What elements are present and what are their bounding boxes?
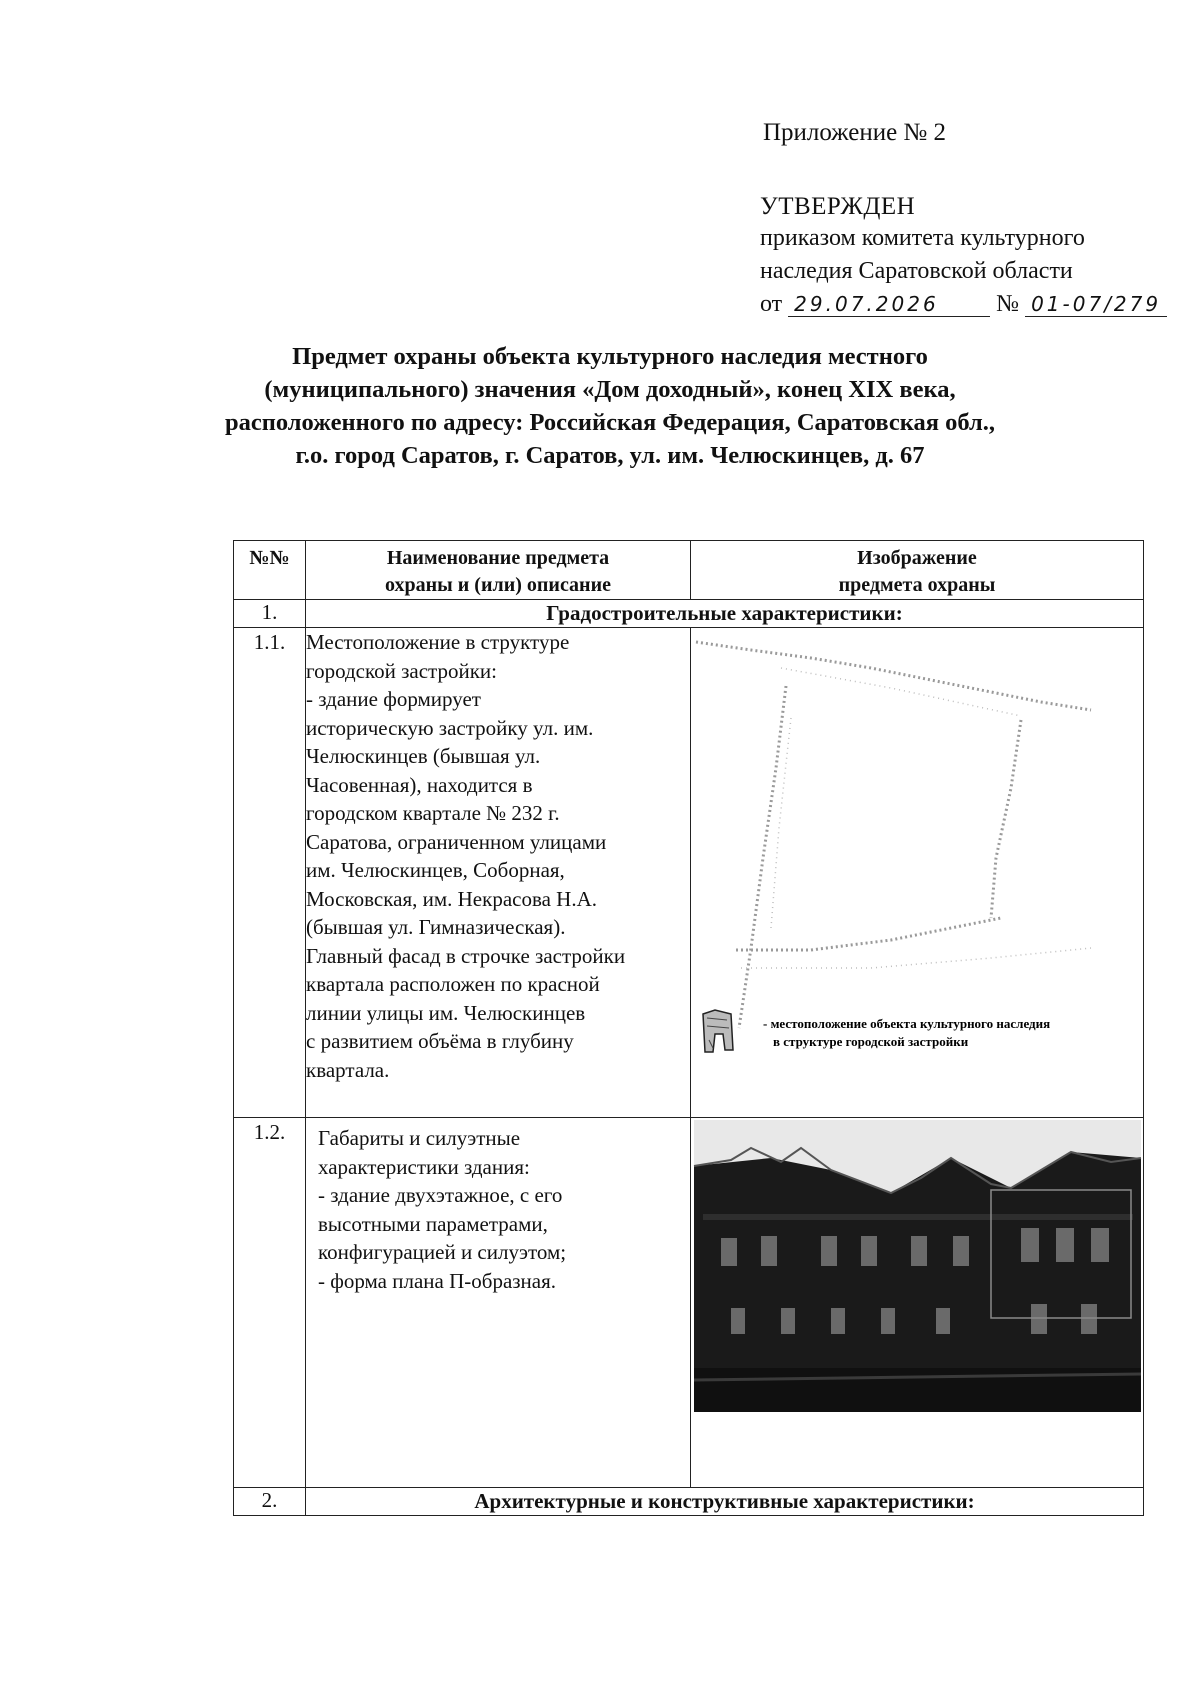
table-row bbox=[234, 628, 1144, 1118]
header-name-line-1: Наименование предмета bbox=[386, 547, 610, 569]
desc-line: Челюскинцев (бывшая ул. bbox=[306, 744, 541, 768]
desc-line: квартала. bbox=[306, 1057, 390, 1082]
section-2-title: Архитектурные и конструктивные характеристики: bbox=[306, 1488, 1144, 1516]
legend-line-1: - местоположение объекта культурного наследия bbox=[763, 1016, 1051, 1031]
approved-stamp-text: УТВЕРЖДЕН bbox=[760, 193, 916, 220]
title-line-3: расположенного по адресу: Российская Федерация, Саратовская обл., bbox=[224, 409, 996, 436]
legend-line-2: в структуре городской застройки bbox=[773, 1034, 969, 1049]
desc-line: линии улицы им. Челюскинцев bbox=[306, 1000, 586, 1025]
title-line-1: Предмет охраны объекта культурного наследия местного bbox=[292, 343, 928, 370]
document-title bbox=[160, 340, 1060, 472]
approval-line-1: приказом комитета культурного bbox=[760, 225, 1085, 251]
section-row-1 bbox=[234, 600, 1144, 628]
desc-line: Часовенная), находится в bbox=[306, 772, 533, 797]
building-marker-icon bbox=[703, 1010, 733, 1052]
date-prefix: от bbox=[760, 291, 783, 317]
handwritten-number: 01-07/279 bbox=[1025, 292, 1167, 317]
header-image-line-1: Изображение bbox=[857, 547, 977, 569]
row-1-2-image bbox=[691, 1118, 1144, 1488]
desc-line: Московская, им. Некрасова Н.А. bbox=[306, 886, 598, 911]
title-line-4: г.о. город Саратов, г. Саратов, ул. им. Челюскинцев, д. 67 bbox=[295, 442, 925, 469]
desc-line: (бывшая ул. Гимназическая). bbox=[306, 915, 566, 939]
site-plan-map bbox=[691, 628, 1144, 1112]
quarter-boundary bbox=[696, 642, 1091, 1028]
desc-line: высотными параметрами, bbox=[318, 1211, 548, 1236]
section-row-2 bbox=[234, 1488, 1144, 1516]
building-facade-photo bbox=[691, 1118, 1144, 1482]
desc-line: характеристики здания: bbox=[318, 1154, 530, 1179]
approval-date-line bbox=[760, 288, 1180, 321]
header-name-line-2: охраны и (или) описание bbox=[385, 574, 611, 596]
desc-line: квартала расположен по красной bbox=[306, 972, 600, 996]
row-1-2-num: 1.2. bbox=[234, 1118, 306, 1488]
desc-line: Габариты и силуэтные bbox=[318, 1126, 521, 1150]
row-1-1-num: 1.1. bbox=[234, 628, 306, 1118]
desc-line: - здание двухэтажное, с его bbox=[318, 1183, 563, 1207]
row-1-1-image bbox=[691, 628, 1144, 1118]
desc-line: Местоположение в структуре bbox=[306, 630, 570, 654]
desc-line: - здание формирует bbox=[306, 687, 481, 711]
desc-line: историческую застройку ул. им. bbox=[306, 715, 594, 740]
desc-line: городской застройки: bbox=[306, 658, 497, 683]
approval-block bbox=[760, 118, 1180, 321]
desc-line: им. Челюскинцев, Соборная, bbox=[306, 858, 565, 882]
handwritten-date: 29.07.2026 bbox=[788, 292, 990, 317]
desc-line: - форма плана П-образная. bbox=[318, 1268, 557, 1293]
section-2-num: 2. bbox=[234, 1488, 306, 1516]
section-1-title: Градостроительные характеристики: bbox=[306, 600, 1144, 628]
row-1-1-description bbox=[306, 628, 691, 1118]
desc-line: Саратова, ограниченном улицами bbox=[306, 829, 607, 854]
desc-line: с развитием объёма в глубину bbox=[306, 1029, 574, 1053]
number-prefix: № bbox=[996, 291, 1020, 317]
desc-line: городском квартале № 232 г. bbox=[306, 801, 560, 825]
row-1-2-description bbox=[306, 1118, 691, 1488]
table-row bbox=[234, 1118, 1144, 1488]
header-num: №№ bbox=[234, 541, 306, 600]
desc-line: конфигурацией и силуэтом; bbox=[318, 1240, 567, 1264]
approval-line-2: наследия Саратовской области bbox=[760, 258, 1073, 284]
desc-line: Главный фасад в строчке застройки bbox=[306, 943, 626, 968]
protection-table bbox=[233, 540, 1144, 1516]
appendix-label: Приложение № 2 bbox=[763, 119, 947, 146]
header-name bbox=[306, 541, 691, 600]
title-line-2: (муниципального) значения «Дом доходный», конец XIX века, bbox=[264, 376, 956, 403]
table-header-row bbox=[234, 541, 1144, 600]
header-image-line-2: предмета охраны bbox=[838, 574, 996, 596]
section-1-num: 1. bbox=[234, 600, 306, 628]
header-image bbox=[691, 541, 1144, 600]
